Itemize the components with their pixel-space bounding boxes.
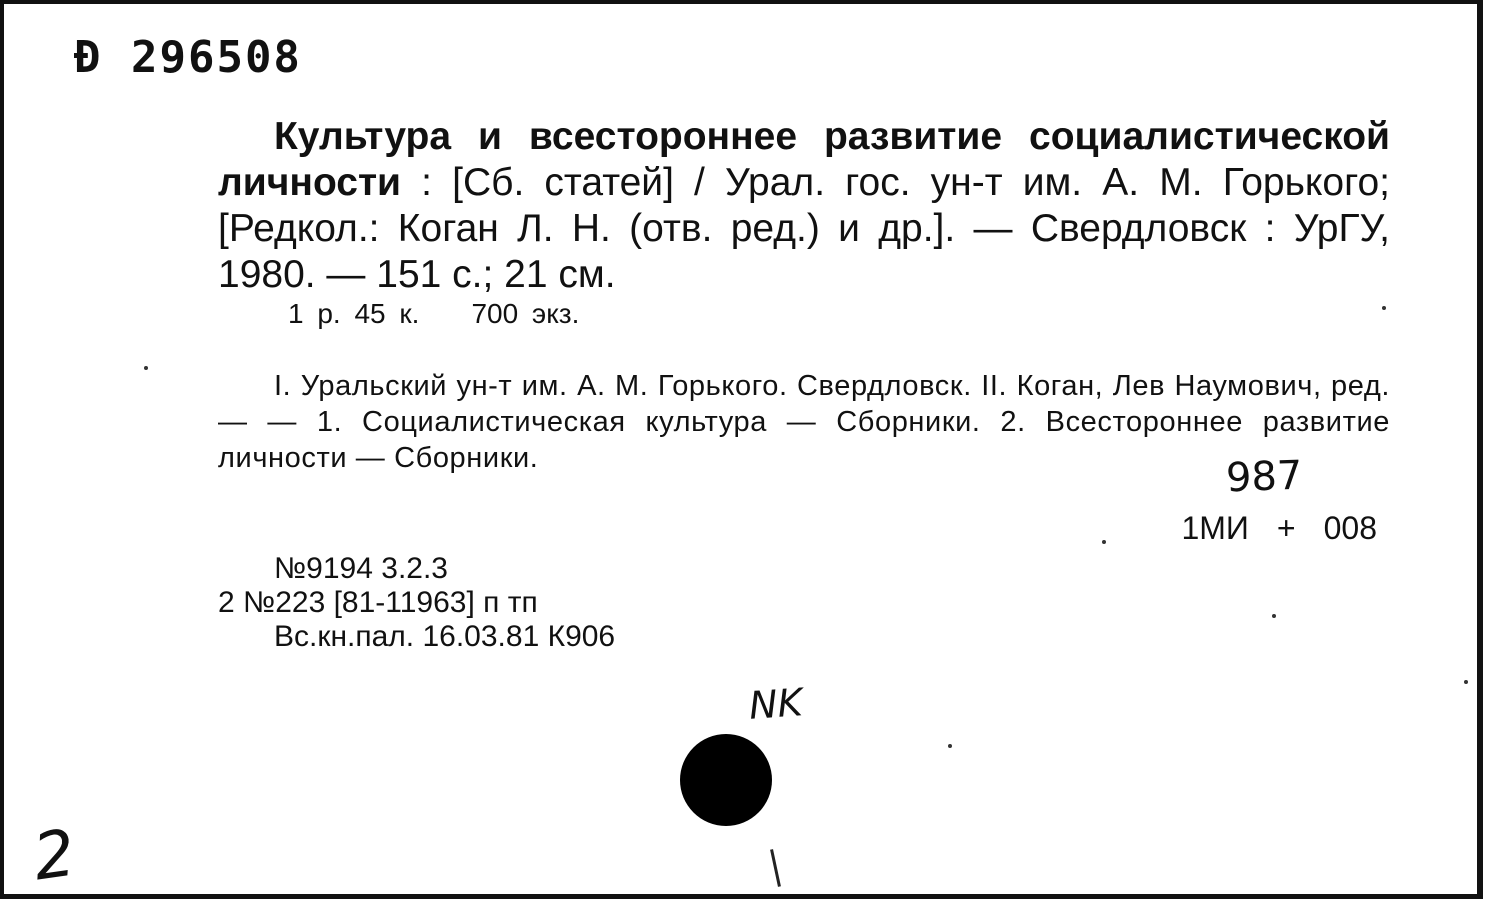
handwritten-mark: 2 (29, 816, 80, 896)
registry-block (218, 552, 615, 654)
punch-hole (680, 734, 772, 826)
book-title: Культура и всестороннее развитие социалистической личности (218, 115, 1390, 204)
handwritten-initials: NK (747, 680, 804, 728)
classification-plus: + (1276, 510, 1296, 546)
dust-speck (948, 744, 952, 748)
price-line (288, 298, 579, 330)
classification-number: 008 (1323, 510, 1377, 546)
handwritten-number: 987 (1225, 452, 1304, 502)
bibliographic-entry (218, 114, 1390, 298)
registry-line-3: Вс.кн.пал. 16.03.81 К906 (274, 620, 616, 653)
dust-speck (1272, 614, 1276, 618)
price: 1 р. 45 к. (288, 298, 420, 329)
dust-speck (1382, 306, 1386, 310)
dust-speck (1464, 680, 1468, 684)
classification-code: 1МИ (1181, 510, 1249, 546)
dust-speck (1102, 540, 1106, 544)
pen-scratch (770, 849, 781, 887)
subject-headings-text: I. Уральский ун-т им. А. М. Горького. Свердловск. II. Коган, Лев Наумович, ред. — — 1. Социалистическая культура — Сборники. 2. Всестороннее развитие личности — Сборники. (218, 370, 1390, 474)
registry-line-1: №9194 3.2.3 (274, 552, 448, 585)
entry-description: : [Сб. статей] / Урал. гос. ун-т им. А. М. Горького; [Редкол.: Коган Л. Н. (отв. ред.) и др.]. — Свердловск : УрГУ, 1980. — 151 с.; 21 см. (218, 161, 1390, 296)
classification-index (1181, 510, 1377, 547)
print-run: 700 экз. (471, 298, 580, 329)
dust-speck (144, 366, 148, 370)
subject-headings (218, 368, 1390, 476)
registry-line-2: 2 №223 [81-11963] п тп (218, 586, 538, 619)
call-number: Ð 296508 (74, 32, 302, 83)
